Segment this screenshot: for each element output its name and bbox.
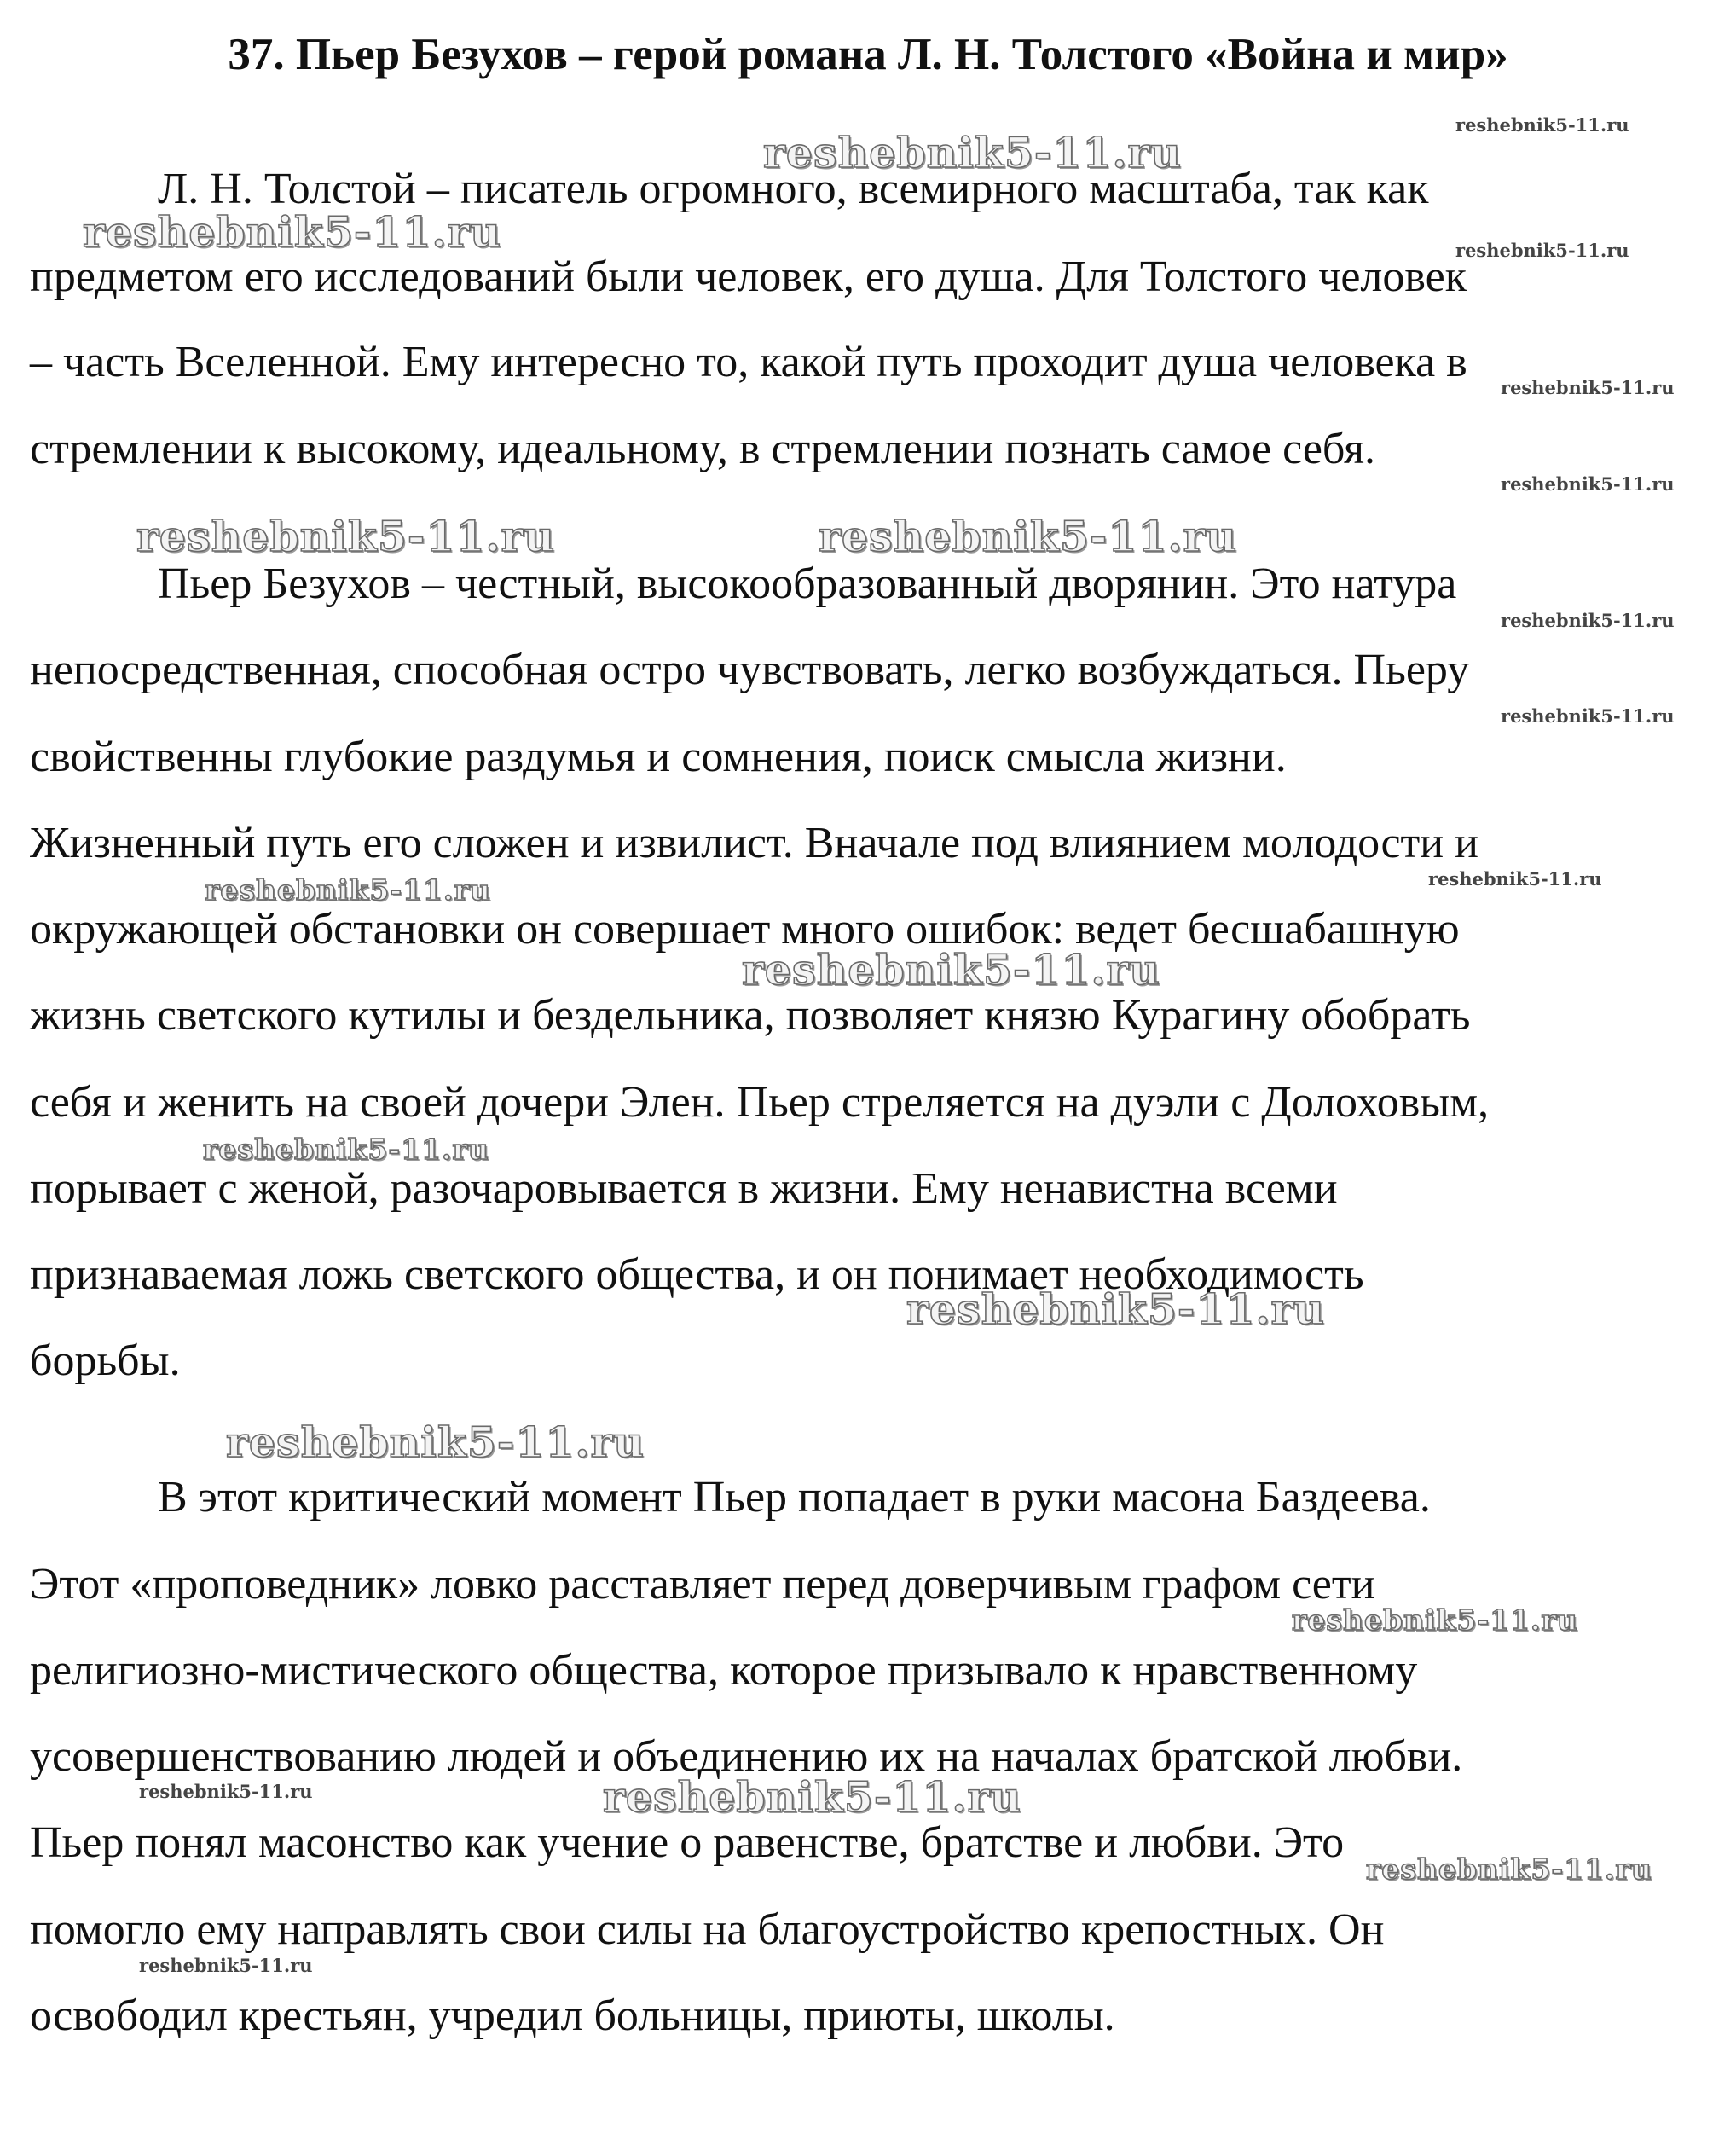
watermark: reshebnik5-11.ru bbox=[819, 512, 1237, 561]
text-line: Пьер Безухов – честный, высокообразованный дворянин. Это натура bbox=[158, 559, 1457, 608]
watermark: reshebnik5-11.ru bbox=[1455, 114, 1629, 136]
watermark: reshebnik5-11.ru bbox=[1501, 377, 1675, 398]
watermark: reshebnik5-11.ru bbox=[763, 128, 1182, 177]
watermark: reshebnik5-11.ru bbox=[139, 1955, 313, 1976]
text-line: В этот критический момент Пьер попадает в руки масона Баздеева. bbox=[158, 1473, 1431, 1522]
watermark: reshebnik5-11.ru bbox=[1455, 240, 1629, 261]
watermark: reshebnik5-11.ru bbox=[139, 1781, 313, 1802]
watermark: reshebnik5-11.ru bbox=[1501, 705, 1675, 727]
text-line: освободил крестьян, учредил больницы, приюты, школы. bbox=[30, 1991, 1115, 2040]
watermark: reshebnik5-11.ru bbox=[1501, 473, 1675, 495]
text-line: усовершенствованию людей и объединению их на началах братской любви. bbox=[30, 1732, 1463, 1781]
text-line: предметом его исследований были человек, его душа. Для Толстого человек bbox=[30, 252, 1467, 301]
watermark: reshebnik5-11.ru bbox=[906, 1284, 1325, 1334]
text-line: себя и женить на своей дочери Элен. Пьер стреляется на дуэли с Долоховым, bbox=[30, 1078, 1490, 1127]
text-line: Жизненный путь его сложен и извилист. Вначале под влиянием молодости и bbox=[30, 819, 1478, 867]
watermark: reshebnik5-11.ru bbox=[1366, 1852, 1652, 1886]
watermark: reshebnik5-11.ru bbox=[83, 207, 501, 257]
watermark: reshebnik5-11.ru bbox=[603, 1772, 1021, 1822]
text-line: – часть Вселенной. Ему интересно то, какой путь проходит душа человека в bbox=[30, 338, 1467, 386]
text-line: борьбы. bbox=[30, 1336, 181, 1385]
document-title: 37. Пьер Безухов – герой романа Л. Н. Толстого «Война и мир» bbox=[228, 30, 1508, 79]
text-line: порывает с женой, разочаровывается в жизни. Ему ненавистна всеми bbox=[30, 1164, 1338, 1213]
text-line: жизнь светского кутилы и бездельника, позволяет князю Курагину обобрать bbox=[30, 991, 1471, 1040]
text-line: Этот «проповедник» ловко расставляет перед доверчивым графом сети bbox=[30, 1560, 1375, 1609]
watermark: reshebnik5-11.ru bbox=[205, 873, 491, 907]
watermark: reshebnik5-11.ru bbox=[742, 945, 1160, 994]
watermark: reshebnik5-11.ru bbox=[1292, 1603, 1578, 1637]
watermark: reshebnik5-11.ru bbox=[1428, 868, 1602, 890]
watermark: reshebnik5-11.ru bbox=[226, 1417, 645, 1467]
text-line: свойственны глубокие раздумья и сомнения, поиск смысла жизни. bbox=[30, 733, 1287, 781]
text-line: помогло ему направлять свои силы на благоустройство крепостных. Он bbox=[30, 1905, 1385, 1954]
watermark: reshebnik5-11.ru bbox=[136, 512, 555, 561]
watermark: reshebnik5-11.ru bbox=[1501, 610, 1675, 631]
text-line: стремлении к высокому, идеальному, в стремлении познать самое себя. bbox=[30, 425, 1376, 473]
text-line: религиозно-мистического общества, которое призывало к нравственному bbox=[30, 1646, 1418, 1695]
watermark: reshebnik5-11.ru bbox=[203, 1133, 489, 1166]
text-line: признаваемая ложь светского общества, и он понимает необходимость bbox=[30, 1250, 1364, 1299]
text-line: Л. Н. Толстой – писатель огромного, всемирного масштаба, так как bbox=[158, 165, 1429, 213]
text-line: непосредственная, способная остро чувствовать, легко возбуждаться. Пьеру bbox=[30, 646, 1470, 694]
text-line: окружающей обстановки он совершает много ошибок: ведет бесшабашную bbox=[30, 905, 1460, 954]
text-line: Пьер понял масонство как учение о равенстве, братстве и любви. Это bbox=[30, 1818, 1345, 1867]
